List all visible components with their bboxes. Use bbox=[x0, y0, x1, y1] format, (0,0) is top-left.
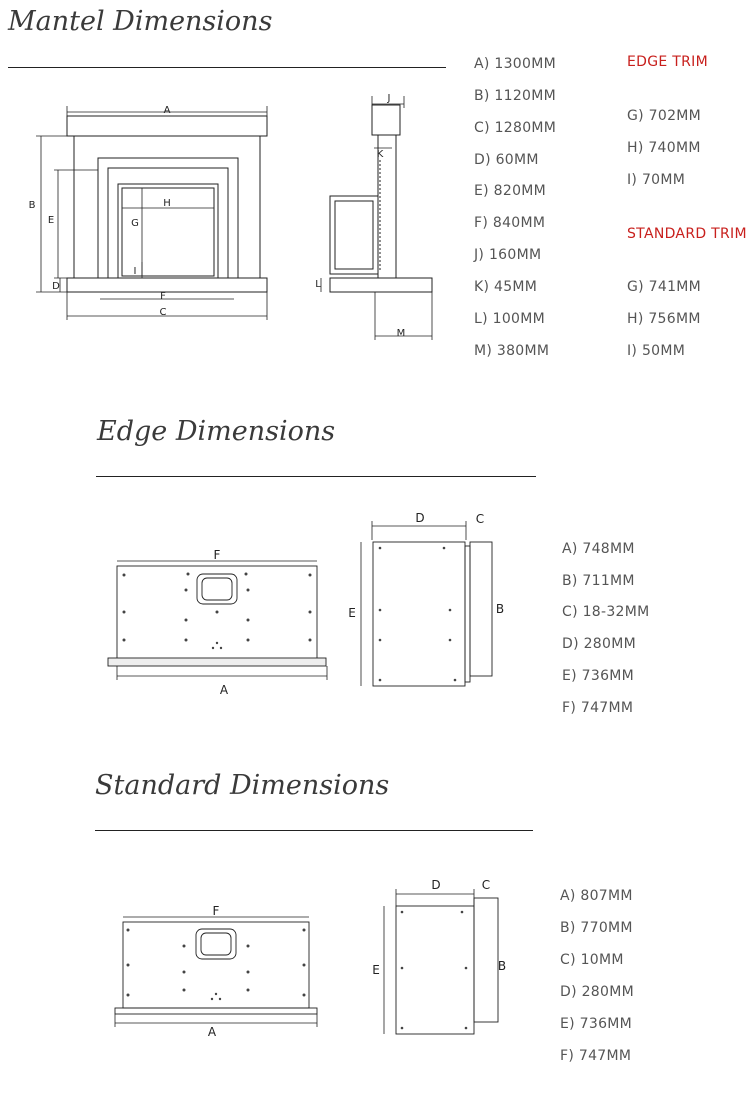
mantel-label-c: C bbox=[159, 307, 167, 318]
mantel-label-e: E bbox=[47, 215, 55, 226]
spec-item: C) 18-32MM bbox=[562, 604, 650, 620]
spec-item: M) 380MM bbox=[474, 343, 550, 359]
spec-item: E) 736MM bbox=[560, 1016, 633, 1032]
mantel-label-b: B bbox=[28, 200, 36, 211]
edge-trim-heading: EDGE TRIM bbox=[627, 54, 708, 70]
spec-item: B) 1120MM bbox=[474, 88, 557, 104]
edge-front-diagram bbox=[100, 540, 330, 730]
spec-item: I) 50MM bbox=[627, 343, 686, 359]
spec-item: G) 741MM bbox=[627, 279, 702, 295]
mantel-label-h: H bbox=[163, 198, 171, 209]
standard-side-diagram bbox=[360, 870, 520, 1040]
spec-item: E) 736MM bbox=[562, 668, 635, 684]
standard-side-label-e: E bbox=[372, 963, 380, 977]
mantel-label-g: G bbox=[131, 218, 139, 229]
edge-side-label-e: E bbox=[348, 606, 356, 620]
mantel-label-f: F bbox=[160, 291, 166, 302]
standard-dimensions-title: Standard Dimensions bbox=[95, 770, 390, 801]
standard-side-label-c: C bbox=[481, 878, 491, 892]
edge-side-diagram bbox=[340, 505, 510, 695]
mantel-label-i: I bbox=[133, 266, 137, 277]
spec-item: K) 45MM bbox=[474, 279, 538, 295]
standard-side-label-b: B bbox=[497, 959, 507, 973]
mantel-front-diagram bbox=[0, 0, 300, 318]
spec-item: H) 756MM bbox=[627, 311, 701, 327]
spec-item: F) 747MM bbox=[562, 700, 634, 716]
standard-title-rule bbox=[95, 830, 533, 831]
edge-side-label-d: D bbox=[415, 511, 425, 525]
standard-trim-heading: STANDARD TRIM bbox=[627, 226, 747, 242]
edge-title-rule bbox=[96, 476, 536, 477]
spec-item: D) 280MM bbox=[560, 984, 634, 1000]
spec-item: H) 740MM bbox=[627, 140, 701, 156]
mantel-label-m: M bbox=[396, 328, 406, 339]
spec-item: D) 60MM bbox=[474, 152, 539, 168]
spec-item: J) 160MM bbox=[474, 247, 542, 263]
edge-side-label-b: B bbox=[495, 602, 505, 616]
spec-item: A) 748MM bbox=[562, 541, 635, 557]
standard-front-label-a: A bbox=[207, 1025, 217, 1039]
mantel-label-a: A bbox=[163, 105, 171, 116]
standard-front-label-f: F bbox=[212, 904, 220, 918]
spec-item: E) 820MM bbox=[474, 183, 547, 199]
spec-item: I) 70MM bbox=[627, 172, 686, 188]
spec-item: A) 1300MM bbox=[474, 56, 556, 72]
edge-dimensions-title: Edge Dimensions bbox=[97, 416, 336, 447]
spec-item: B) 770MM bbox=[560, 920, 633, 936]
spec-item: G) 702MM bbox=[627, 108, 702, 124]
spec-item: C) 1280MM bbox=[474, 120, 557, 136]
spec-item: A) 807MM bbox=[560, 888, 633, 904]
mantel-label-k: K bbox=[376, 149, 384, 160]
edge-front-label-a: A bbox=[219, 683, 229, 697]
mantel-side-diagram bbox=[300, 80, 450, 340]
spec-item: B) 711MM bbox=[562, 573, 635, 589]
spec-item: F) 840MM bbox=[474, 215, 546, 231]
standard-front-diagram bbox=[105, 904, 335, 1039]
mantel-label-d: D bbox=[52, 281, 60, 292]
standard-side-label-d: D bbox=[431, 878, 441, 892]
spec-item: L) 100MM bbox=[474, 311, 545, 327]
spec-item: C) 10MM bbox=[560, 952, 624, 968]
spec-item: F) 747MM bbox=[560, 1048, 632, 1064]
edge-front-label-f: F bbox=[213, 548, 221, 562]
mantel-label-j: J bbox=[387, 93, 391, 104]
mantel-label-l: L bbox=[315, 279, 321, 290]
mantel-dimensions-title: Mantel Dimensions bbox=[8, 6, 273, 37]
spec-item: D) 280MM bbox=[562, 636, 636, 652]
edge-side-label-c: C bbox=[475, 512, 485, 526]
